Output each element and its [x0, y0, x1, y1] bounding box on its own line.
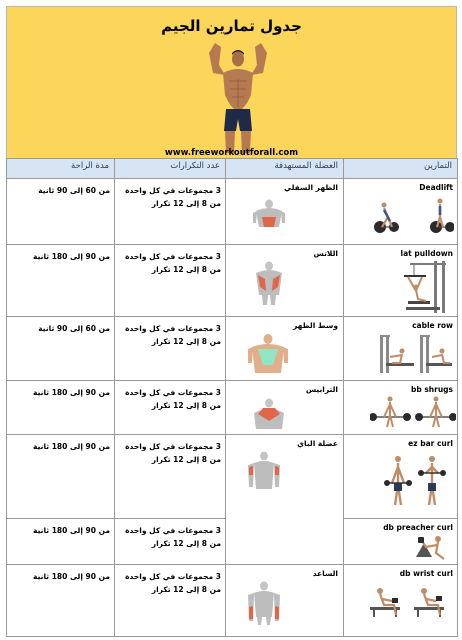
muscle-cell — [226, 245, 344, 317]
muscle-cell — [226, 435, 344, 565]
exercise-cell — [344, 179, 458, 245]
biceps-muscle-icon — [246, 451, 282, 489]
exercise-name: ez bar curl — [408, 439, 453, 448]
exercise-name: Deadlift — [419, 183, 453, 192]
reps-cell: 3 مجموعات في كل واحدة من 8 إلى 12 تكرار — [115, 435, 226, 519]
exercise-name: bb shrugs — [410, 385, 453, 394]
reps-cell: 3 مجموعات في كل واحدة من 8 إلى 12 تكرار — [115, 565, 226, 637]
db-wrist-curl-exercise-icon — [368, 583, 454, 617]
column-header-reps: عدد التكرارات — [115, 159, 226, 179]
rest-cell: من 90 إلى 180 ثانية — [7, 435, 115, 519]
reps-cell: 3 مجموعات في كل واحدة من 8 إلى 12 تكرار — [115, 245, 226, 317]
muscle-cell — [226, 179, 344, 245]
cable-row-exercise-icon — [378, 333, 454, 375]
bb-shrugs-exercise-icon — [370, 395, 456, 429]
table-row — [7, 381, 458, 435]
page-title: جدول تمارين الجيم — [161, 17, 302, 35]
muscle-name: عضلة الباي — [297, 439, 338, 448]
rest-cell: من 60 إلى 90 ثانية — [7, 179, 115, 245]
exercise-cell — [344, 565, 458, 637]
db-preacher-curl-exercise-icon — [410, 533, 450, 561]
lower-back-muscle-icon — [252, 199, 286, 227]
reps-cell: 3 مجموعات في كل واحدة من 8 إلى 12 تكرار — [115, 381, 226, 435]
workout-table — [6, 158, 458, 637]
reps-cell: 3 مجموعات في كل واحدة من 8 إلى 12 تكرار — [115, 317, 226, 381]
exercise-cell — [344, 317, 458, 381]
muscle-name: وسط الظهر — [293, 321, 338, 330]
exercise-cell — [344, 381, 458, 435]
muscle-cell — [226, 565, 344, 637]
table-header-row — [7, 159, 458, 179]
trapezius-muscle-icon — [252, 397, 286, 429]
column-header-exercise: التمارين — [344, 159, 458, 179]
exercise-name: lat pulldown — [400, 249, 453, 258]
exercise-cell — [344, 435, 458, 519]
lat-pulldown-exercise-icon — [398, 261, 448, 313]
website-url: www.freeworkoutforall.com — [164, 148, 299, 158]
table-row — [7, 317, 458, 381]
muscle-name: الساعد — [312, 569, 338, 578]
table-row — [7, 179, 458, 245]
exercise-cell — [344, 519, 458, 565]
rest-cell: من 90 إلى 180 ثانية — [7, 245, 115, 317]
header-banner — [6, 6, 457, 158]
muscle-name: الظهر السفلي — [284, 183, 338, 192]
column-header-muscle: العضلة المستهدفة — [226, 159, 344, 179]
reps-cell: 3 مجموعات في كل واحدة من 8 إلى 12 تكرار — [115, 519, 226, 565]
column-header-rest: مدة الراحة — [7, 159, 115, 179]
exercise-name: cable row — [412, 321, 453, 330]
mid-back-muscle-icon — [248, 333, 288, 373]
rest-cell: من 60 إلى 90 ثانية — [7, 317, 115, 381]
workout-schedule-page — [6, 6, 457, 638]
bodybuilder-figure — [205, 35, 271, 153]
exercise-name: db preacher curl — [383, 523, 453, 532]
lats-muscle-icon — [252, 261, 286, 305]
muscle-cell — [226, 381, 344, 435]
table-row — [7, 565, 458, 637]
exercise-name: db wrist curl — [399, 569, 453, 578]
deadlift-exercise-icon — [370, 197, 454, 235]
rest-cell: من 90 إلى 180 ثانية — [7, 565, 115, 637]
rest-cell: من 90 إلى 180 ثانية — [7, 519, 115, 565]
table-row — [7, 435, 458, 519]
muscle-cell — [226, 317, 344, 381]
forearm-muscle-icon — [246, 581, 282, 625]
exercise-cell — [344, 245, 458, 317]
table-row — [7, 245, 458, 317]
muscle-name: الترابيس — [305, 385, 338, 394]
reps-cell: 3 مجموعات في كل واحدة من 8 إلى 12 تكرار — [115, 179, 226, 245]
muscle-name: اللاتس — [313, 249, 338, 258]
ez-bar-curl-exercise-icon — [384, 455, 448, 505]
rest-cell: من 90 إلى 180 ثانية — [7, 381, 115, 435]
